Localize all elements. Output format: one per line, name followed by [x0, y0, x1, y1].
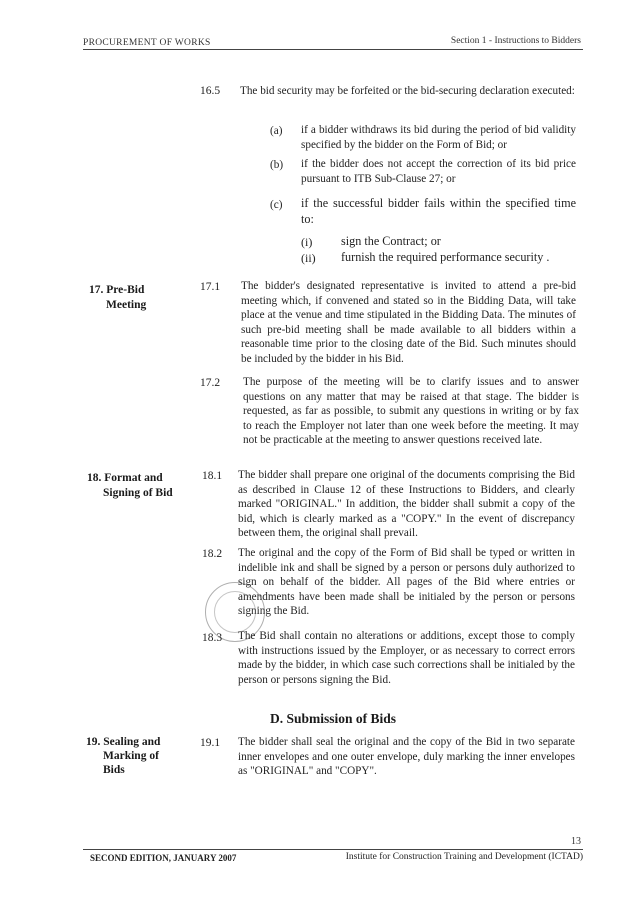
clause-16-5-a-label: (a)	[270, 125, 283, 137]
clause-18-title-line2: Signing of Bid	[103, 487, 173, 499]
clause-16-5-number: 16.5	[200, 85, 221, 97]
clause-16-5-i-label: (i)	[301, 235, 313, 249]
clause-18-1-number: 18.1	[202, 470, 223, 482]
clause-16-5-a-text: if a bidder withdraws its bid during the period of bid validity specified by the bidder on the Form of Bid; or	[301, 124, 576, 151]
footer-rule	[83, 849, 583, 850]
clause-17-title-line2: Meeting	[106, 299, 147, 311]
clause-16-5-ii-label: (ii)	[301, 251, 316, 265]
clause-18-3-number: 18.3	[202, 632, 223, 644]
clause-16-5-ii-text: furnish the required performance security .	[341, 250, 550, 264]
clause-19-title-line3: Bids	[103, 764, 125, 776]
clause-18-2-text: The original and the copy of the Form of Bid shall be typed or written in indelible ink and shall be signed by a person or persons duly authorized to sign on behalf of the bidder. All pages of the Bid where entries or amendments have been made shall be initialed by the person or persons signing the Bid.	[238, 547, 575, 618]
clause-19-1-number: 19.1	[200, 737, 221, 749]
clause-18-2-number: 18.2	[202, 548, 223, 560]
clause-19-title-line2: Marking of	[103, 750, 159, 762]
clause-16-5-text: The bid security may be forfeited or the bid-securing declaration executed:	[240, 85, 575, 97]
clause-19-title-line1: 19. Sealing and	[86, 736, 161, 748]
clause-16-5-b-text: if the bidder does not accept the correction of its bid price pursuant to ITB Sub-Clause 27; or	[301, 158, 576, 185]
clause-17-title-line1: 17. Pre-Bid	[89, 284, 145, 296]
clause-16-5-c-text: if the successful bidder fails within the specified time to:	[301, 196, 576, 226]
clause-17-2-text: The purpose of the meeting will be to clarify issues and to answer questions on any matter that may be raised at that stage. The bidder is requested, as far as possible, to submit any questions in writing or by fax to reach the Employer not later than one week before the meeting. It may not be practicable at the meeting to answer questions received late.	[243, 376, 579, 447]
page-number: 13	[571, 836, 581, 847]
section-heading: D. Submission of Bids	[270, 711, 397, 726]
clause-18-3-text: The Bid shall contain no alterations or additions, except those to comply with instructions issued by the Employer, or as necessary to correct errors made by the bidder, in which case such corrections shall be initialed by the person or persons signing the Bid.	[238, 630, 575, 686]
clause-18-1-text: The bidder shall prepare one original of the documents comprising the Bid as described in Clause 12 of these Instructions to Bidders, and clearly marked "ORIGINAL." In addition, the bidder shall submit a copy of the bid, which is clearly marked as a "COPY." In the event of discrepancy between them, the original shall prevail.	[238, 469, 575, 540]
footer-right-institute: Institute for Construction Training and Development (ICTAD)	[345, 852, 583, 862]
clause-16-5-c-label: (c)	[270, 199, 283, 211]
header-left-title: PROCUREMENT OF WORKS	[83, 38, 211, 48]
clause-17-2-number: 17.2	[200, 377, 221, 389]
clause-16-5-b-label: (b)	[270, 159, 284, 171]
footer-left-edition: SECOND EDITION, JANUARY 2007	[90, 853, 237, 863]
header-right-title: Section 1 - Instructions to Bidders	[450, 36, 581, 46]
clause-16-5-i-text: sign the Contract; or	[341, 234, 441, 248]
clause-18-title-line1: 18. Format and	[87, 472, 163, 484]
clause-17-1-text: The bidder's designated representative is invited to attend a pre-bid meeting which, if convened and stated so in the Bidding Data, will take place at the venue and time stipulated in the Bidding Data. The minutes of such pre-bid meeting shall be made available to all bidders within a reasonable time prior to the closing date of the Bid. Such minutes should be included by the bidder in his Bid.	[241, 280, 576, 365]
clause-17-1-number: 17.1	[200, 281, 221, 293]
header-rule	[83, 49, 583, 50]
clause-19-1-text: The bidder shall seal the original and the copy of the Bid in two separate inner envelopes and one outer envelope, duly marking the inner envelopes as "ORIGINAL" and "COPY".	[238, 736, 575, 778]
